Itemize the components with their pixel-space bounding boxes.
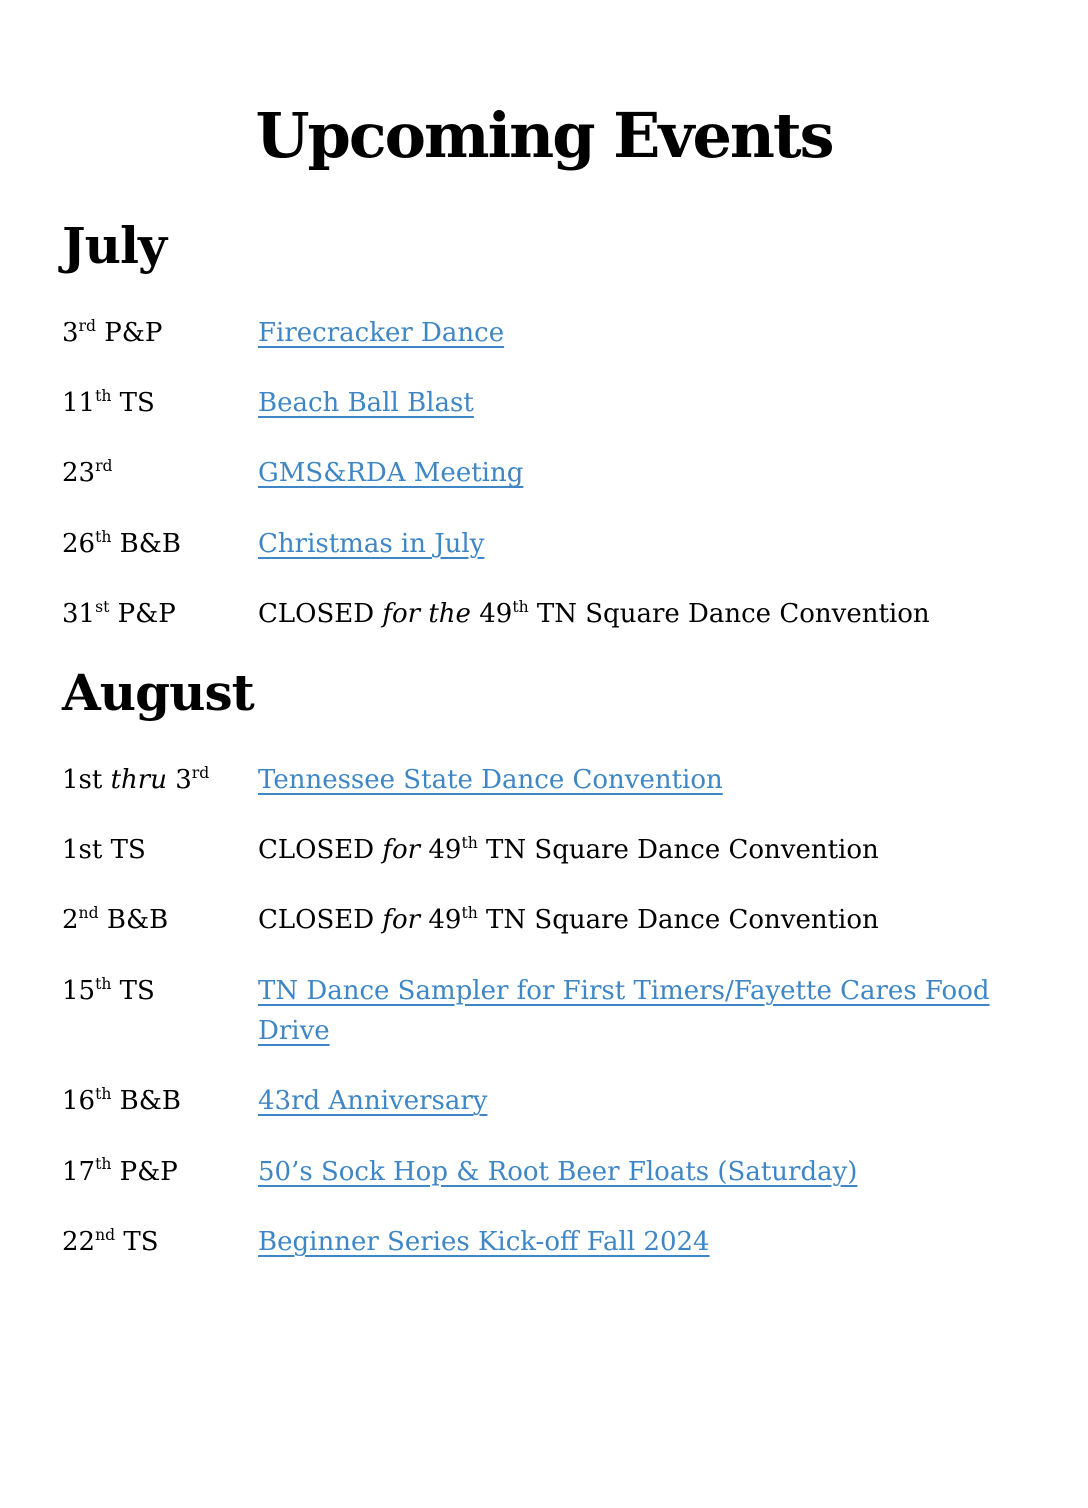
event-link[interactable]	[258, 458, 523, 488]
text-part: P&P	[109, 598, 176, 629]
event-text	[258, 599, 930, 629]
text-part: 3	[62, 317, 79, 348]
event-row	[62, 1081, 1058, 1121]
month-sections	[62, 217, 1058, 1262]
event-row	[62, 594, 1058, 634]
event-cell	[258, 760, 1058, 800]
text-part: for	[382, 905, 421, 936]
event-cell	[258, 971, 1058, 1052]
event-link[interactable]	[258, 1227, 710, 1257]
event-cell	[258, 900, 1058, 940]
event-row	[62, 453, 1058, 493]
text-part: 49	[470, 598, 513, 629]
event-row	[62, 760, 1058, 800]
page-title: Upcoming Events	[255, 99, 833, 172]
text-part: Beginner Series Kick-off Fall 2024	[258, 1226, 710, 1257]
text-part: Christmas in July	[258, 528, 485, 559]
ordinal-superscript: rd	[78, 316, 96, 335]
month-heading-july: July	[62, 216, 167, 276]
month-section-july	[62, 217, 1058, 634]
text-part: Firecracker Dance	[258, 317, 505, 348]
text-part: 1st TS	[62, 835, 146, 866]
text-part: 22	[62, 1226, 96, 1257]
ordinal-superscript: th	[95, 1155, 112, 1174]
ordinal-superscript: th	[461, 904, 478, 923]
ordinal-superscript: rd	[191, 763, 210, 782]
ordinal-superscript: th	[461, 833, 478, 852]
text-part: 31	[62, 598, 96, 629]
event-link[interactable]	[258, 1157, 857, 1187]
event-row	[62, 1222, 1058, 1262]
text-part: 3	[166, 764, 192, 795]
text-part: TS	[111, 388, 155, 419]
ordinal-superscript: th	[95, 974, 112, 993]
event-row	[62, 830, 1058, 870]
text-part: TS	[115, 1226, 159, 1257]
event-cell	[258, 383, 1058, 423]
event-row	[62, 1152, 1058, 1192]
ordinal-superscript: th	[512, 597, 529, 616]
event-link[interactable]	[258, 1086, 487, 1116]
ordinal-superscript: nd	[78, 904, 99, 923]
text-part: CLOSED	[258, 598, 383, 629]
event-cell	[258, 830, 1058, 870]
event-cell	[258, 524, 1058, 564]
text-part: TN Square Dance Convention	[528, 598, 930, 629]
text-part: 17	[62, 1156, 96, 1187]
text-part: 15	[62, 975, 96, 1006]
month-section-august	[62, 664, 1058, 1262]
event-cell	[258, 1152, 1058, 1192]
event-row	[62, 524, 1058, 564]
ordinal-superscript: th	[95, 1085, 112, 1104]
text-part: P&P	[111, 1156, 178, 1187]
event-cell	[258, 453, 1058, 493]
text-part: 16	[62, 1086, 96, 1117]
event-date	[62, 1081, 258, 1121]
event-link[interactable]	[258, 976, 990, 1046]
event-date	[62, 594, 258, 634]
event-cell	[258, 594, 1058, 634]
event-date	[62, 760, 258, 800]
text-part: Tennessee State Dance Convention	[258, 764, 723, 795]
event-link[interactable]	[258, 388, 474, 418]
text-part: for the	[382, 598, 471, 629]
ordinal-superscript: st	[95, 597, 110, 616]
event-date	[62, 1222, 258, 1262]
event-row	[62, 313, 1058, 353]
event-text	[258, 835, 879, 865]
text-part: CLOSED	[258, 835, 383, 866]
event-text	[258, 905, 879, 935]
event-link[interactable]	[258, 529, 484, 559]
ordinal-superscript: nd	[95, 1225, 116, 1244]
text-part: 2	[62, 905, 79, 936]
text-part: P&P	[95, 317, 163, 348]
event-link[interactable]	[258, 765, 723, 795]
text-part: for	[382, 835, 421, 866]
ordinal-superscript: th	[95, 527, 112, 546]
text-part: TN Square Dance Convention	[477, 905, 879, 936]
event-date	[62, 1152, 258, 1192]
text-part: 49	[420, 835, 462, 866]
text-part: CLOSED	[258, 905, 383, 936]
ordinal-superscript: rd	[95, 457, 113, 476]
event-date	[62, 453, 258, 493]
event-date	[62, 971, 258, 1011]
event-cell	[258, 1081, 1058, 1121]
text-part: thru	[110, 764, 167, 795]
text-part: 50’s Sock Hop & Root Beer Floats (Saturday)	[258, 1156, 858, 1187]
event-date	[62, 900, 258, 940]
text-part: GMS&RDA Meeting	[258, 458, 524, 489]
text-part: TN Square Dance Convention	[477, 835, 879, 866]
ordinal-superscript: th	[95, 386, 112, 405]
event-date	[62, 383, 258, 423]
text-part: B&B	[98, 905, 169, 936]
text-part: B&B	[111, 528, 182, 559]
document-page	[0, 100, 1088, 1262]
event-row	[62, 900, 1058, 940]
event-date	[62, 830, 258, 870]
month-heading-august: August	[62, 663, 254, 723]
text-part: TN Dance Sampler for First Timers/Fayette Cares Food Drive	[258, 975, 990, 1046]
text-part: Beach Ball Blast	[258, 388, 474, 419]
events-content	[0, 217, 1088, 1262]
event-row	[62, 383, 1058, 423]
event-cell	[258, 1222, 1058, 1262]
text-part: TS	[111, 975, 155, 1006]
text-part: 1st	[62, 764, 111, 795]
text-part: 11	[62, 388, 96, 419]
text-part: 23	[62, 458, 96, 489]
event-link[interactable]	[258, 318, 504, 348]
event-date	[62, 524, 258, 564]
text-part: 49	[420, 905, 462, 936]
event-date	[62, 313, 258, 353]
text-part: 26	[62, 528, 96, 559]
text-part: B&B	[111, 1086, 182, 1117]
text-part: 43rd Anniversary	[258, 1086, 488, 1117]
event-cell	[258, 313, 1058, 353]
event-row	[62, 971, 1058, 1052]
